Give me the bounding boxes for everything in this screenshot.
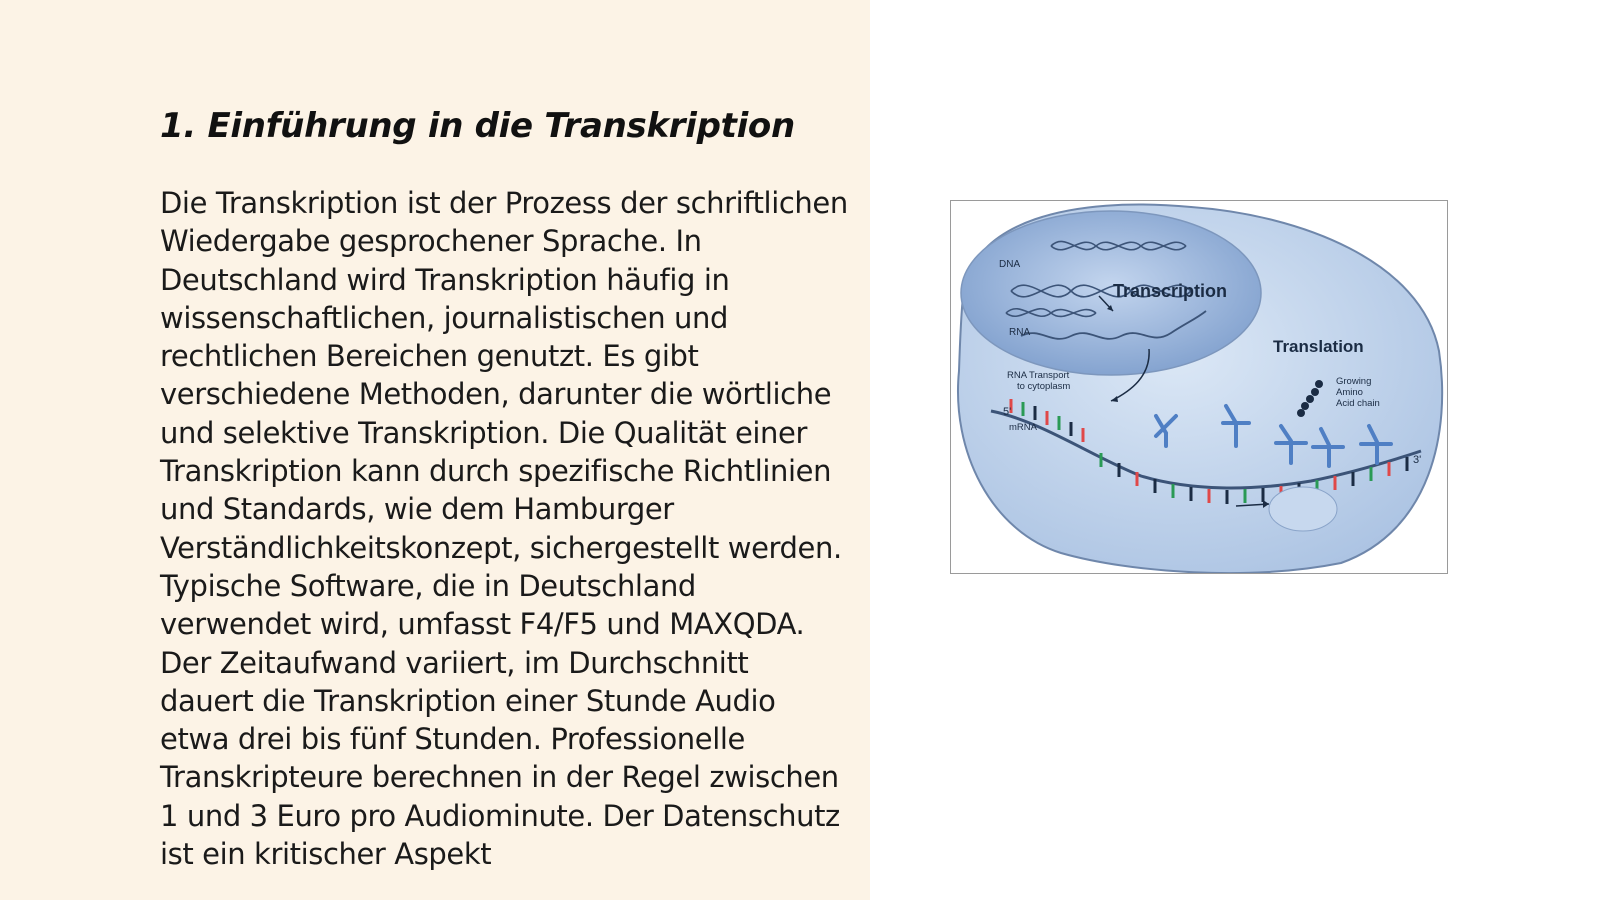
label-rna: RNA	[1009, 327, 1031, 338]
label-three-prime: 3'	[1413, 454, 1422, 466]
label-transcription: Transcription	[1113, 281, 1228, 301]
label-to-cytoplasm: to cytoplasm	[1017, 381, 1071, 392]
transcription-translation-figure	[950, 200, 1448, 574]
cell-diagram	[951, 201, 1447, 573]
label-mrna: mRNA	[1009, 422, 1037, 433]
label-acid-chain: Acid chain	[1336, 398, 1380, 409]
label-translation: Translation	[1273, 337, 1364, 356]
label-growing: Growing	[1336, 376, 1372, 387]
label-five-prime: 5'	[1003, 406, 1012, 418]
slide-body-text: Die Transkription ist der Prozess der schriftlichen Wiedergabe gesprochener Sprache. In Deutschland wird Transkription häufig in wissenschaftlichen, journalistischen und rechtlichen Bereichen genutzt. Es gibt verschiedene Methoden, darunter die wörtliche und selektive Transkription. Die Qualität einer Transkription kann durch spezifische Richtlinien und Standards, wie dem Hamburger Verständlichkeitskonzept, sichergestellt werden. Typische Software, die in Deutschland verwendet wird, umfasst F4/F5 und MAXQDA. Der Zeitaufwand variiert, im Durchschnitt dauert die Transkription einer Stunde Audio etwa drei bis fünf Stunden. Professionelle Transkripteure berechnen in der Regel zwischen 1 und 3 Euro pro Audiominute. Der Datenschutz ist ein kritischer Aspekt	[160, 186, 848, 872]
label-amino: Amino	[1336, 387, 1363, 398]
label-dna: DNA	[999, 259, 1021, 270]
slide-title: 1. Einführung in die Transkription	[160, 106, 795, 146]
ribosome	[1269, 487, 1337, 531]
label-rna-transport: RNA Transport	[1007, 370, 1070, 381]
